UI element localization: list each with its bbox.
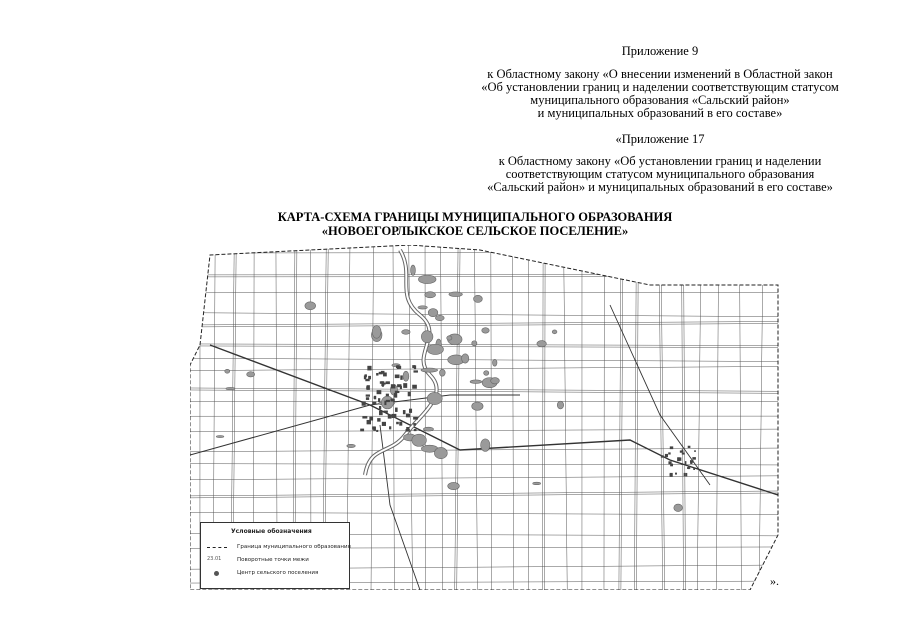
field-line [190, 491, 780, 496]
legend-item-center [207, 569, 345, 578]
building [379, 372, 383, 375]
water-patch [372, 325, 381, 338]
field-line [190, 493, 780, 498]
boundary-line-icon [207, 543, 229, 552]
building [384, 411, 388, 413]
field-line [621, 245, 623, 590]
building [403, 410, 406, 414]
field-line [697, 245, 701, 590]
water-patch [427, 344, 443, 354]
building [414, 365, 416, 369]
water-patch [484, 371, 489, 376]
water-patch [226, 387, 235, 389]
building [399, 422, 402, 426]
water-patch [449, 292, 462, 297]
water-patch [481, 439, 490, 451]
appendix-9-line: и муниципальных образований в его составе» [537, 106, 783, 120]
building [693, 468, 695, 470]
building [386, 394, 389, 396]
building [386, 400, 390, 402]
building [400, 375, 402, 379]
building [668, 461, 671, 464]
building [377, 390, 382, 394]
water-patch [448, 482, 460, 489]
building [388, 414, 392, 418]
field-line [564, 245, 568, 590]
building [379, 406, 381, 409]
appendix-9-title [460, 45, 860, 58]
water-patch [434, 447, 447, 458]
building [376, 373, 378, 376]
field-line [190, 390, 780, 393]
building [367, 366, 371, 371]
building [395, 391, 400, 393]
field-line [759, 245, 763, 590]
field-line [739, 245, 741, 590]
water-patch [474, 295, 483, 302]
building [670, 474, 673, 476]
water-patch [402, 330, 410, 335]
building [677, 457, 680, 461]
appendix-17-line: соответствующим статусом муниципального образования [505, 167, 815, 181]
appendix-9-line: к Областному закону «О внесении изменений в Областной закон [487, 67, 833, 81]
appendix-17-title [460, 133, 860, 146]
field-line [190, 313, 780, 317]
appendix-9-line: муниципального образования «Сальский район» [530, 93, 790, 107]
field-line [634, 245, 636, 590]
turning-point-icon [207, 556, 229, 565]
building [409, 409, 412, 413]
water-patch [472, 402, 483, 410]
building [684, 473, 686, 476]
appendix-17-body [460, 155, 860, 194]
building [373, 426, 376, 429]
building [406, 427, 409, 431]
map-title-line-2: «НОВОЕГОРЛЫКСКОЕ СЕЛЬСКОЕ ПОСЕЛЕНИЕ» [321, 224, 629, 238]
building [374, 396, 376, 398]
turning-point-code: 23.01 [207, 556, 222, 562]
field-line [190, 346, 780, 348]
water-patch [381, 396, 393, 409]
field-line [190, 388, 780, 391]
appendix-17-heading: «Приложение 17 [615, 132, 705, 146]
water-patch [411, 265, 416, 275]
building [383, 372, 387, 376]
water-patch [462, 354, 469, 363]
building [396, 422, 399, 424]
building [692, 457, 696, 460]
legend-item-label: Центр сельского поселения [237, 570, 319, 576]
building [362, 416, 367, 418]
water-patch [470, 380, 482, 384]
building [379, 411, 383, 415]
building [682, 449, 684, 451]
water-patch [557, 401, 563, 409]
building [365, 379, 369, 381]
water-patch [347, 444, 356, 447]
building [688, 446, 691, 448]
water-patch [427, 392, 442, 404]
water-patch [674, 504, 683, 511]
settlement-center-icon [207, 569, 229, 578]
field-line [190, 358, 780, 361]
legend-item-label: Граница муниципального образования [237, 544, 351, 550]
field-line [491, 245, 492, 590]
building [364, 375, 366, 379]
field-line [512, 245, 513, 590]
closing-quote-mark: ». [770, 574, 779, 588]
water-patch [492, 359, 496, 366]
water-patch [552, 330, 557, 334]
field-line [636, 245, 638, 590]
building [408, 392, 411, 396]
water-patch [412, 434, 427, 446]
water-patch [418, 275, 436, 284]
field-line [190, 322, 780, 325]
field-line [441, 245, 443, 590]
building [413, 417, 418, 420]
water-patch [439, 369, 445, 376]
building [362, 402, 366, 406]
building [690, 460, 693, 463]
building [406, 414, 410, 418]
field-line [190, 252, 780, 253]
field-line [190, 512, 780, 514]
water-patch [435, 315, 444, 320]
field-line [716, 245, 718, 590]
building [367, 420, 371, 424]
map-title-line-1: КАРТА-СХЕМА ГРАНИЦЫ МУНИЦИПАЛЬНОГО ОБРАЗОВАНИЯ [277, 210, 673, 224]
building [413, 370, 417, 372]
field-line [190, 344, 780, 346]
building [360, 429, 364, 432]
appendix-17-line: к Областному закону «Об установлении границ и наделении [498, 154, 822, 168]
water-patch [537, 341, 546, 347]
building [403, 383, 407, 388]
building [670, 446, 673, 449]
building [378, 398, 380, 402]
water-patch [216, 436, 224, 438]
water-patch [428, 309, 438, 317]
field-line [190, 476, 780, 480]
field-line [684, 245, 686, 590]
building [391, 384, 395, 388]
building [694, 450, 696, 452]
road [210, 345, 778, 495]
building [395, 375, 400, 379]
water-patch [482, 328, 489, 333]
water-patch [421, 331, 433, 343]
water-patch [421, 368, 438, 372]
building [366, 394, 370, 396]
building [413, 423, 416, 426]
building [661, 455, 664, 457]
legend-title: Условные обозначения [231, 528, 312, 535]
water-patch [247, 372, 255, 377]
building [394, 393, 397, 398]
water-patch [403, 371, 409, 381]
building [665, 454, 668, 457]
building [668, 452, 670, 454]
building [395, 408, 398, 412]
legend-item-turning-points [207, 556, 345, 565]
water-patch [472, 341, 477, 346]
building [412, 385, 417, 389]
water-patch [447, 336, 452, 340]
building [687, 467, 690, 469]
building [675, 473, 677, 475]
building [686, 473, 688, 477]
field-line [190, 324, 780, 327]
building [390, 399, 394, 402]
building [392, 414, 397, 418]
appendix-9-heading: Приложение 9 [621, 44, 699, 58]
appendix-9-body [460, 68, 860, 120]
water-patch [423, 427, 433, 431]
water-patch [533, 482, 541, 485]
building [376, 430, 378, 432]
building [386, 381, 390, 384]
appendix-17-line: «Сальский район» и муниципальных образований в его составе» [487, 180, 833, 194]
building [397, 365, 400, 369]
building [382, 383, 386, 385]
water-patch [491, 378, 500, 384]
building [382, 422, 386, 426]
field-line [682, 245, 684, 590]
appendix-9-line: «Об установлении границ и наделении соответствующим статусом [481, 80, 839, 94]
building [397, 384, 401, 387]
field-line [544, 245, 545, 590]
field-line [542, 245, 543, 590]
legend-item-label: Поворотные точки межи [237, 557, 309, 563]
building [685, 461, 687, 464]
building [389, 426, 391, 429]
building [377, 418, 380, 422]
water-patch [418, 306, 427, 309]
field-line [619, 245, 621, 590]
map-legend [200, 522, 350, 589]
water-patch [305, 302, 316, 310]
legend-item-boundary [207, 543, 351, 552]
building [366, 397, 369, 400]
water-patch [425, 292, 436, 298]
building [367, 385, 370, 390]
building [414, 429, 417, 431]
building [682, 453, 685, 455]
building [372, 402, 376, 404]
water-patch [225, 369, 230, 373]
